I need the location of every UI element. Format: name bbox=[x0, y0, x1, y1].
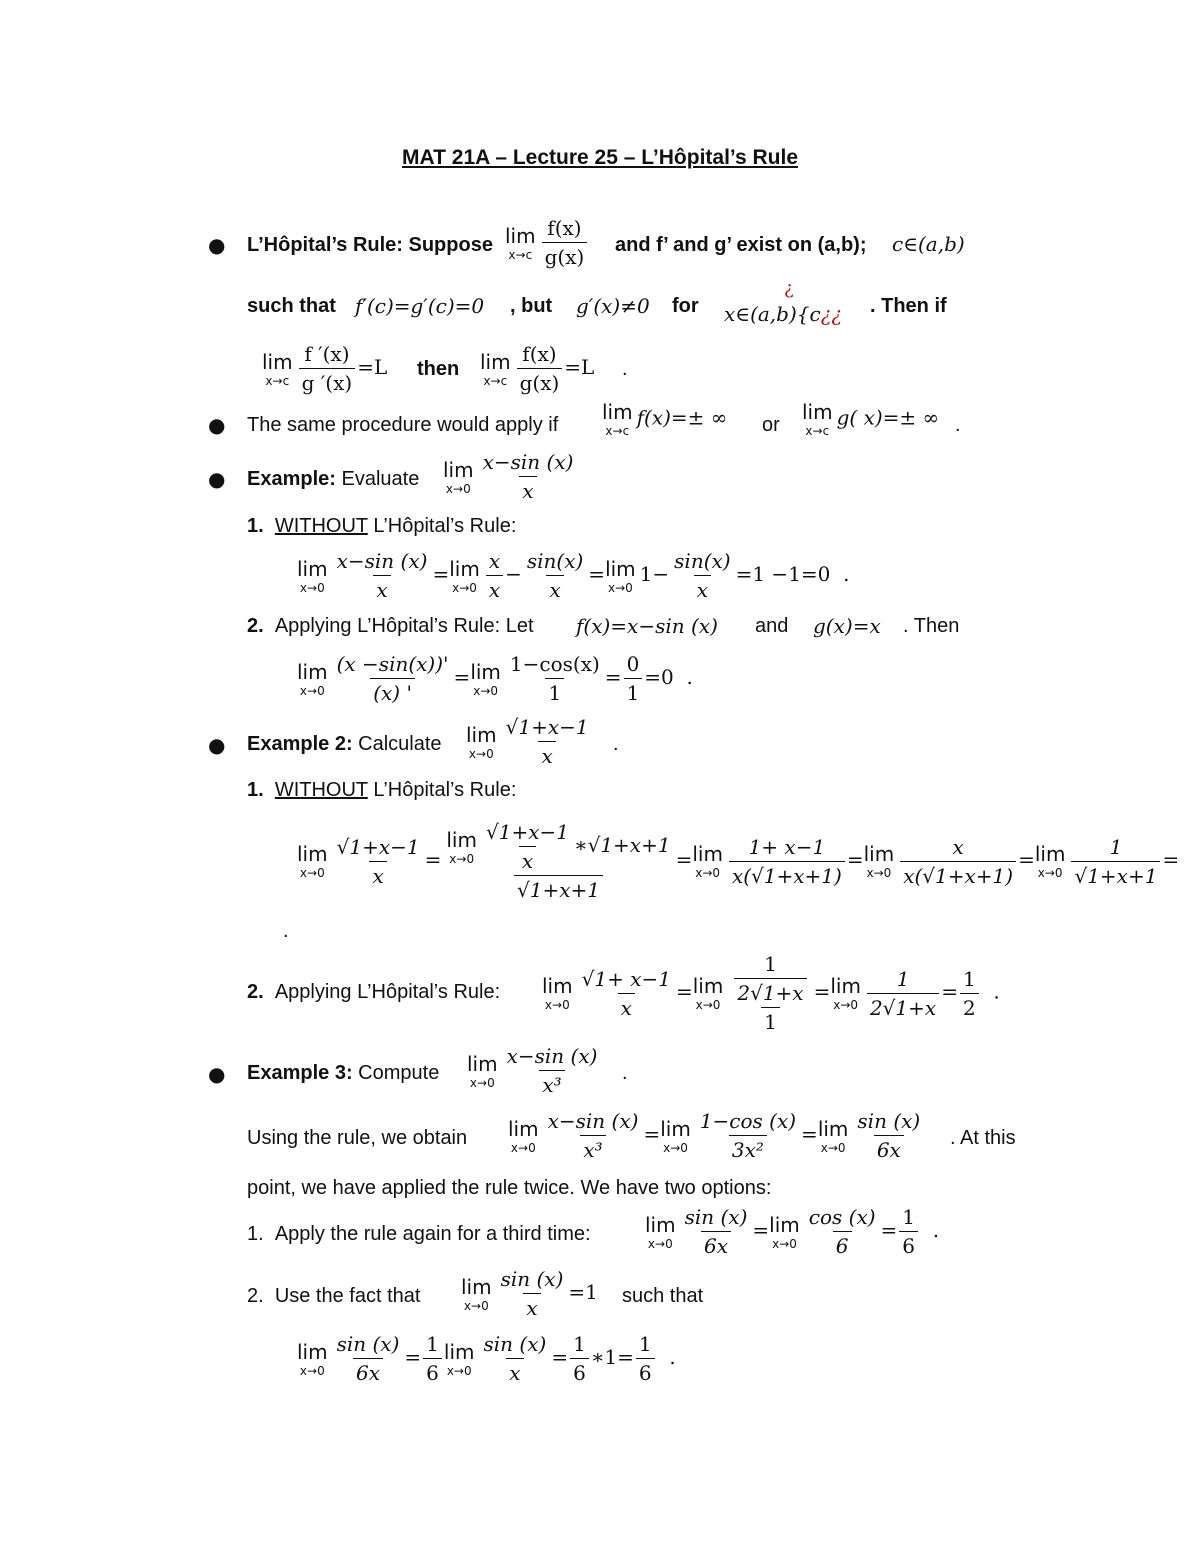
rule-exist-text: and f’ and g’ exist on (a,b); bbox=[615, 234, 867, 256]
at-this-text: . At this bbox=[950, 1127, 1016, 1149]
ex2-lhopital-derivation: lim x→0 $\frac{√1+ x-1}{x}$ = lim x→0 $\frac{\frac{1}{2√1+x}}{1}$ = lim x→0 $\frac{1}{2√1+x}$ = $\frac{1}{2}$ . bbox=[542, 952, 1000, 1034]
bullet: ● bbox=[208, 1062, 226, 1086]
example1-limit: lim x→0 $\frac{x-\sin (x)}{x}$ bbox=[443, 450, 574, 503]
example2-heading: Example 2: Calculate bbox=[247, 733, 442, 755]
function-ratio-limit: lim x→c $\frac{f(x)}{g(x)}$ =L bbox=[480, 342, 595, 395]
or-text: or bbox=[762, 414, 780, 436]
period: . bbox=[955, 414, 961, 436]
limit-g-infinity: lim x→c g( x)=± ∞ bbox=[802, 400, 940, 438]
ex3-derivation: lim x→0 $\frac{x-\sin (x)}{\text{x³}}$ = lim x→0 $\frac{1-\cos (x)}{\text{3x²}}$ = lim x→0 $\frac{\sin (x)}{6x}$ bbox=[508, 1109, 921, 1162]
option2-text: 2. Use the fact that bbox=[247, 1285, 421, 1307]
period: . bbox=[622, 1062, 628, 1084]
but-text: , but bbox=[510, 295, 553, 317]
sin-limit-fact: lim x→0 $\frac{\sin (x)}{x}$ =1 bbox=[461, 1267, 598, 1320]
ex2-step2: 2. Applying L’Hôpital’s Rule: bbox=[247, 981, 501, 1003]
f-definition: f(x)=x−sin (x) bbox=[576, 614, 718, 638]
condition-g-nonzero: g′(x)≠0 bbox=[576, 294, 650, 318]
rule-interval: c∈(a,b) bbox=[892, 232, 965, 256]
derivative-ratio-limit: lim x→c $\frac{f '(x)}{g '(x)}$ =L bbox=[262, 342, 388, 395]
such-that-text: such that bbox=[622, 1285, 704, 1307]
for-text: for bbox=[672, 295, 699, 317]
condition-derivatives-zero: f′(c)=g′(c)=0 bbox=[355, 294, 485, 318]
rule-label: L’Hôpital’s Rule: Suppose bbox=[247, 234, 493, 256]
using-rule-text: Using the rule, we obtain bbox=[247, 1127, 468, 1149]
then-if-text: . Then if bbox=[870, 295, 947, 317]
bullet: ● bbox=[208, 233, 226, 257]
example3-limit: lim x→0 $\frac{x-\sin (x)}{\text{x³}}$ bbox=[467, 1044, 598, 1097]
and-text: and bbox=[755, 615, 789, 637]
such-that-text: such that bbox=[247, 295, 336, 317]
two-options-text: point, we have applied the rule twice. We have two options: bbox=[247, 1177, 772, 1199]
ex1-without-derivation: lim x→0 $\frac{x-\sin (x)}{x}$ = lim x→0 $\frac{x}{x}$ − $\frac{\sin(x)}{x}$ = lim x→0 1− $\frac{\sin(x)}{x}$ =1 −1=0 . bbox=[297, 549, 850, 602]
condition-domain: x∈(a,b){c¿¿ bbox=[724, 302, 843, 326]
example1-heading: Example: Evaluate bbox=[247, 468, 420, 490]
same-procedure-text: The same procedure would apply if bbox=[247, 414, 559, 436]
option2-derivation: lim x→0 $\frac{\sin (x)}{6x}$ = $\frac{1}{6}$ lim x→0 $\frac{\sin (x)}{x}$ = $\frac{1}{6}$ ∗1= $\frac{1}{6}$ . bbox=[297, 1332, 676, 1385]
ex2-without-derivation: lim x→0 $\frac{√1+x-1}{x}$ = lim x→0 $\frac{√1+x-1}{x}$ ∗√1+x+1 √1+x+1 = lim x→0 $\frac{1+ x-1}{x(√1+x+1)}$ = lim x→0 $\frac{x}{x(√1+x+1)}$ = lim x→0 $\frac{1}{√1+x+1}$ = bbox=[297, 820, 1180, 902]
option1-text: 1. Apply the rule again for a third time: bbox=[247, 1223, 591, 1245]
g-definition: g(x)=x bbox=[813, 614, 881, 638]
then-text: then bbox=[417, 358, 460, 380]
then-text: . Then bbox=[903, 615, 960, 637]
bullet: ● bbox=[208, 733, 226, 757]
option1-derivation: lim x→0 $\frac{\sin (x)}{6x}$ = lim x→0 $\frac{\cos (x)}{6}$ = $\frac{1}{6}$ . bbox=[645, 1205, 940, 1258]
example3-heading: Example 3: Compute bbox=[247, 1062, 440, 1084]
render-artifact-top: ¿ bbox=[784, 278, 794, 299]
ex1-step2: 2. Applying L’Hôpital’s Rule: Let bbox=[247, 615, 534, 637]
ex1-lhopital-derivation: lim x→0 $\frac{(x -\sin(x))'}{(x) '}$ = lim x→0 $\frac{1-\cos(x)}{1}$ = $\frac{0}{1}$ =0 . bbox=[297, 652, 693, 705]
trailing-period: . bbox=[283, 920, 289, 942]
page-title: MAT 21A – Lecture 25 – L’Hôpital’s Rule bbox=[402, 146, 798, 169]
period: . bbox=[613, 733, 619, 755]
bullet: ● bbox=[208, 413, 226, 437]
ex1-step1: 1. WITHOUT L’Hôpital’s Rule: bbox=[247, 515, 517, 537]
rule-limit-expr: lim x→c $\frac{f(x)}{g(x)}$ bbox=[505, 214, 589, 271]
bullet: ● bbox=[208, 467, 226, 491]
ex2-step1: 1. WITHOUT L’Hôpital’s Rule: bbox=[247, 779, 517, 801]
period: . bbox=[622, 358, 628, 380]
example2-limit: lim x→0 $\frac{√1+x-1}{x}$ bbox=[466, 715, 589, 768]
limit-f-infinity: lim x→c f(x)=± ∞ bbox=[602, 400, 728, 438]
